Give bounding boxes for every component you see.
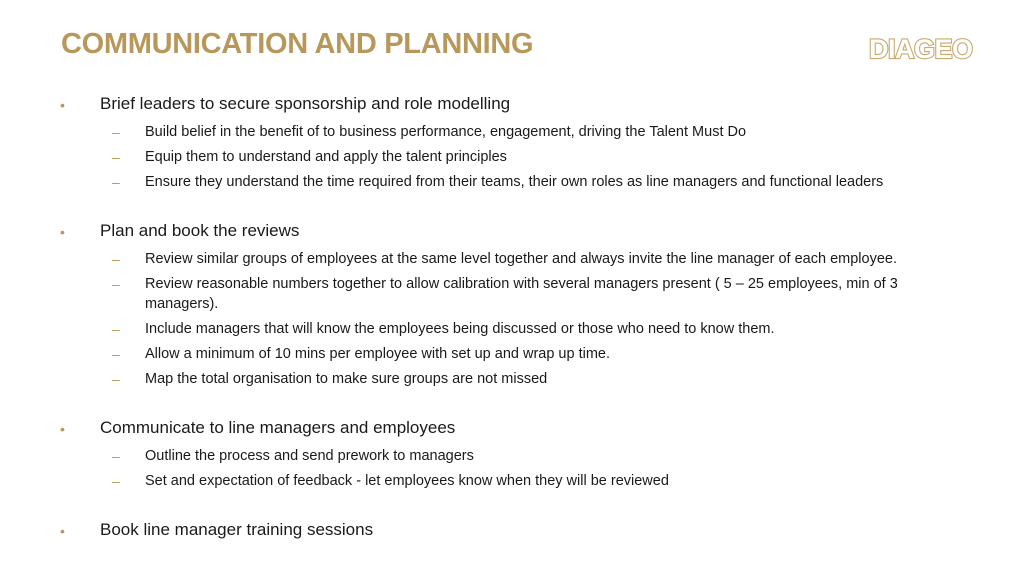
bullet-item	[0, 520, 1024, 544]
bullet-heading: Communicate to line managers and employees	[100, 418, 456, 437]
sub-bullet-text: Review reasonable numbers together to allow calibration with several managers present ( 5 – 25 employees, min of 3 managers).	[145, 276, 898, 312]
dash-icon: –	[112, 149, 120, 165]
sub-bullet-item	[0, 446, 1024, 466]
dash-icon: –	[112, 448, 120, 464]
bullet-dot-icon: •	[60, 224, 65, 240]
section-training	[0, 520, 1024, 544]
dash-icon: –	[112, 276, 120, 292]
sub-bullet-item	[0, 172, 1024, 192]
sub-bullet-text: Map the total organisation to make sure groups are not missed	[145, 371, 548, 387]
sub-bullet-text: Include managers that will know the employees being discussed or those who need to know them.	[145, 321, 775, 337]
sub-bullet-text: Outline the process and send prework to managers	[145, 448, 474, 464]
slide-title: COMMUNICATION AND PLANNING	[61, 28, 534, 60]
dash-icon: –	[112, 371, 120, 387]
sub-bullet-item	[0, 122, 1024, 142]
dash-icon: –	[112, 473, 120, 489]
bullet-item	[0, 221, 1024, 245]
bullet-item	[0, 94, 1024, 118]
sub-bullet-item	[0, 471, 1024, 491]
sub-bullet-text: Review similar groups of employees at the same level together and always invite the line manager of each employee.	[145, 251, 897, 267]
section-brief-leaders	[0, 94, 1024, 197]
section-communicate	[0, 418, 1024, 496]
sub-bullet-item	[0, 344, 1024, 364]
bullet-heading: Brief leaders to secure sponsorship and role modelling	[100, 94, 511, 113]
bullet-heading: Book line manager training sessions	[100, 520, 374, 539]
section-plan-reviews	[0, 221, 1024, 394]
bullet-item	[0, 418, 1024, 442]
dash-icon: –	[112, 124, 120, 140]
dash-icon: –	[112, 174, 120, 190]
sub-bullet-item	[0, 249, 1024, 269]
dash-icon: –	[112, 346, 120, 362]
sub-bullet-item	[0, 147, 1024, 167]
diageo-logo: DIAGEO	[869, 34, 973, 64]
sub-bullet-item	[0, 319, 1024, 339]
bullet-dot-icon: •	[60, 523, 65, 539]
bullet-heading: Plan and book the reviews	[100, 221, 300, 240]
sub-bullet-item	[0, 274, 1024, 314]
sub-bullet-text: Set and expectation of feedback - let employees know when they will be reviewed	[145, 473, 669, 489]
bullet-dot-icon: •	[60, 421, 65, 437]
sub-bullet-text: Equip them to understand and apply the talent principles	[145, 149, 507, 165]
bullet-dot-icon: •	[60, 97, 65, 113]
sub-bullet-item	[0, 369, 1024, 389]
dash-icon: –	[112, 251, 120, 267]
sub-bullet-text: Build belief in the benefit of to business performance, engagement, driving the Talent Must Do	[145, 124, 747, 140]
dash-icon: –	[112, 321, 120, 337]
sub-bullet-text: Allow a minimum of 10 mins per employee with set up and wrap up time.	[145, 346, 611, 362]
sub-bullet-text: Ensure they understand the time required from their teams, their own roles as line managers and functional leaders	[145, 174, 884, 190]
